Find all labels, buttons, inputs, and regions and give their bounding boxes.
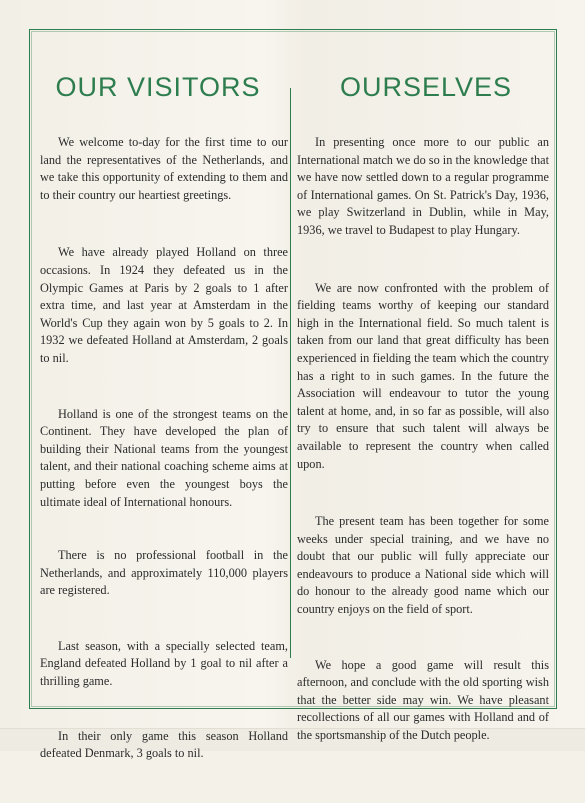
- ourselves-heading: OURSELVES: [339, 72, 513, 102]
- ourselves-paragraph-programme: In presenting once more to our public an International match we do so in the knowledge that we have now settled down to a regular programme of International games. On St. Patrick's Day, 1936, we play Switzerland in Dublin, while in May, 1936, we travel to Budapest to play Hungary.: [297, 135, 550, 237]
- visitors-paragraph-denmark: In their only game this season Holland defeated Denmark, 3 goals to nil.: [40, 728, 288, 761]
- visitors-paragraph-strength: Holland is one of the strongest teams on the Continent. They have developed the plan of building their National teams from the youngest talent, and their national coaching scheme aims at putting before even the youngest boys the ultimate ideal of International honours.: [40, 406, 288, 509]
- ourselves-paragraph-training: The present team has been together for some weeks under special training, and we have no doubt that our public will fully appreciate our endeavours to produce a National side which will do honour to the already good name which our country enjoys on the field of sport.: [297, 514, 549, 617]
- visitors-paragraph-amateur: There is no professional football in the Netherlands, and approximately 110,000 players are registered.: [40, 548, 288, 598]
- ourselves-paragraph-good-game: We hope a good game will result this afternoon, and conclude with the old sporting wish that the better side may win. We have pleasant recollections of all our games with Holland and of the sportsmanship of the Dutch people.: [297, 657, 549, 743]
- visitors-paragraph-welcome: We welcome to-day for the first time to our land the representatives of the Netherlands, and we take this opportunity of extending to them and to their country our heartiest greetings.: [40, 135, 288, 202]
- ourselves-paragraph-talent: We are now confronted with the problem of fielding teams worthy of keeping our standard high in the International field. So much talent is taken from our land that great difficulty has been experienced in fielding the team which the country has a right to in such games. In the future the Association will endeavour to tutor the young talent at home, and, in so far as possible, will also try to ensure that such talent will always be available to represent the country when called upon.: [297, 280, 549, 471]
- visitors-paragraph-history: We have already played Holland on three occasions. In 1924 they defeated us in the Olympic Games at Paris by 2 goals to 1 after extra time, and last year at Amsterdam in the World's Cup they again won by 5 goals to 2. In 1932 we defeated Holland at Amsterdam, 2 goals to nil.: [40, 245, 288, 365]
- our-visitors-heading: OUR VISITORS: [55, 72, 261, 102]
- our-visitors-column: [40, 70, 288, 803]
- visitors-paragraph-england: Last season, with a specially selected team, England defeated Holland by 1 goal to nil after a thrilling game.: [40, 638, 288, 689]
- ourselves-column: [297, 70, 549, 785]
- column-divider: [290, 88, 291, 658]
